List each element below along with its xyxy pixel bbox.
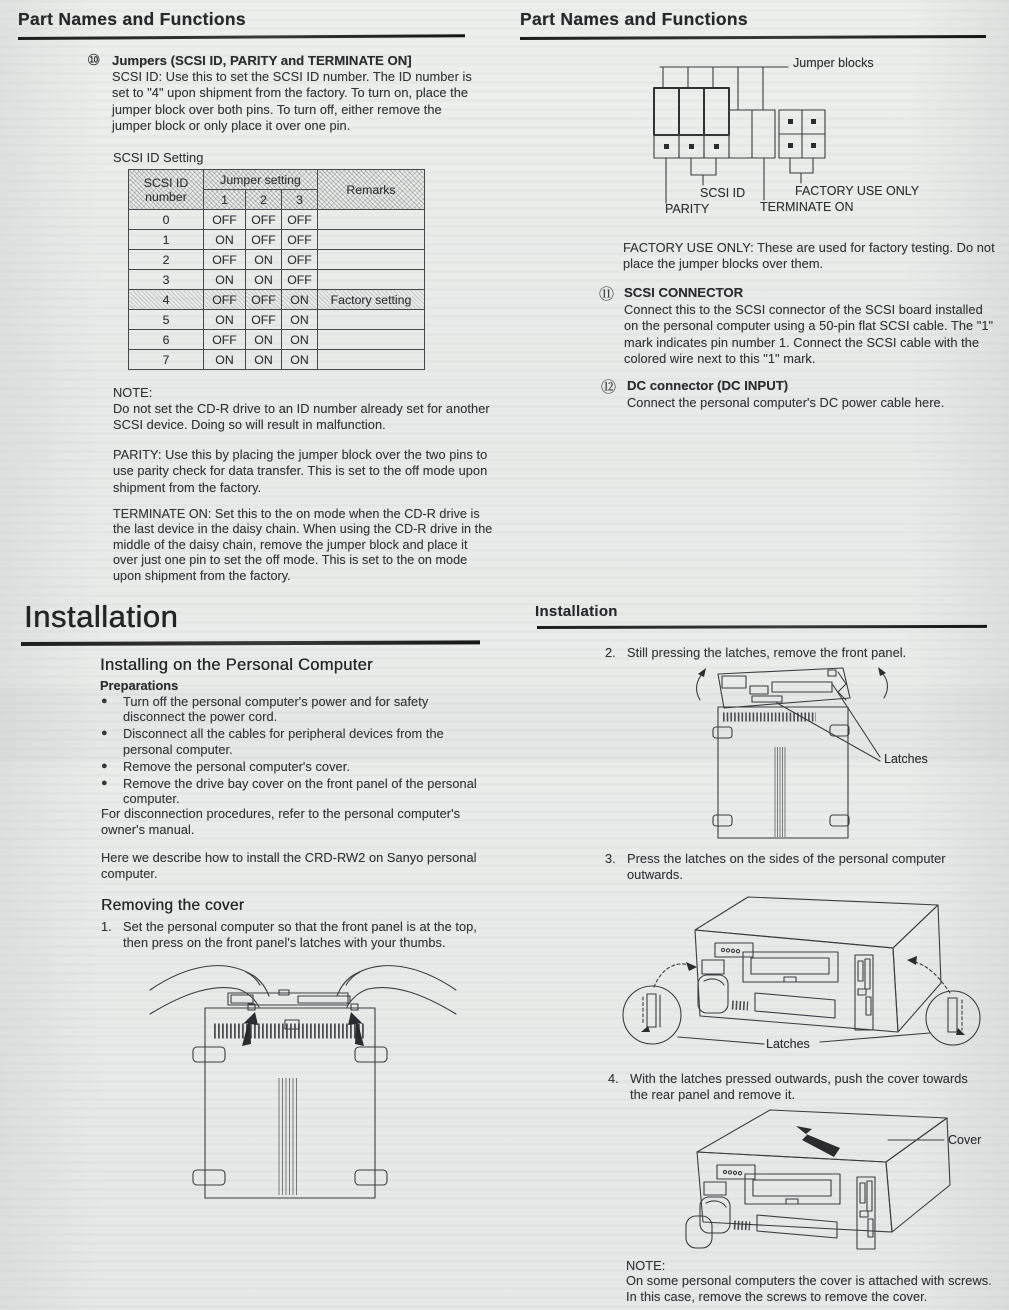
step-4-number: 4.	[608, 1071, 619, 1086]
table-row: 3 ON ON OFF	[129, 270, 425, 290]
disconnect-paragraph: For disconnection procedures, refer to the personal computer's owner's manual.	[101, 806, 461, 838]
computer-side	[886, 1118, 950, 1232]
right-note-body: On some personal computers the cover is attached with screws. In this case, remove the screws to remove the cover.	[626, 1273, 992, 1305]
item-11-number: ⑪	[599, 286, 615, 303]
factory-use-note: FACTORY USE ONLY: These are used for factory testing. Do not place the jumper blocks over them.	[623, 240, 995, 272]
left-heading-rule	[18, 34, 465, 40]
list-item: ● Disconnect all the cables for peripheral devices from the personal computer.	[101, 726, 444, 757]
bullet-icon: ●	[101, 777, 108, 790]
right-heading-rule	[520, 35, 986, 40]
table-row: 0 OFF OFF OFF	[129, 210, 425, 230]
installing-subheading: Installing on the Personal Computer	[100, 656, 373, 674]
step-3-text: Press the latches on the sides of the personal computer outwards.	[627, 851, 946, 882]
table-row: 6 OFF ON ON	[129, 330, 425, 350]
item-11-title: SCSI CONNECTOR	[624, 285, 744, 300]
jumper-blocks-label: Jumper blocks	[793, 56, 874, 70]
table-header-row	[129, 170, 425, 190]
list-item: ● Remove the personal computer's cover.	[101, 758, 350, 774]
item-10-title: Jumpers (SCSI ID, PARITY and TERMINATE ON]	[112, 53, 412, 68]
step-3	[605, 851, 965, 882]
step-2	[605, 645, 985, 661]
list-item: ● Turn off the personal computer's power and for safety disconnect the power cord.	[101, 694, 429, 725]
latch-callout-right	[926, 991, 980, 1045]
describe-paragraph: Here we describe how to install the CRD-RW2 on Sanyo personal computer.	[101, 850, 477, 882]
left-section-heading: Part Names and Functions	[18, 9, 246, 29]
removing-cover-heading: Removing the cover	[101, 897, 245, 914]
item-10-body: SCSI ID: Use this to set the SCSI ID number. The ID number is set to "4" upon shipment from the factory. To turn on, place the jumper block over both pins. To turn off, either remove the jumper block or only place it over one pin.	[112, 69, 472, 133]
terminate-on-label: TERMINATE ON	[760, 200, 854, 214]
latch-leader-right	[820, 1033, 930, 1042]
col-header-j3: 3	[282, 190, 318, 210]
table-row: 1 ON OFF OFF	[129, 230, 425, 250]
front-latch-button	[700, 1197, 730, 1233]
push-direction-arrow	[796, 1126, 840, 1157]
col-header-id: SCSI ID number	[129, 170, 204, 210]
table-row: 5 ON OFF ON	[129, 310, 425, 330]
installation-heading-left: Installation	[24, 599, 179, 634]
parity-label: PARITY	[665, 202, 710, 216]
vent-lines	[775, 747, 785, 837]
step-1-text: Set the personal computer so that the front panel is at the top, then press on the front panel's latches with your thumbs.	[123, 919, 477, 950]
item-10-number: ⑩	[87, 52, 101, 69]
installation-heading-right: Installation	[535, 603, 618, 620]
table-row: 7 ON ON ON	[129, 350, 425, 370]
col-header-j2: 2	[246, 190, 282, 210]
item-11-body: Connect this to the SCSI connector of the SCSI board installed on the personal computer using a 50-pin flat SCSI cable. The "1" mark indicates pin number 1. Connect the SCSI cable with the colored wire next to this "1" mark.	[624, 302, 994, 366]
step-1-number: 1.	[101, 919, 112, 934]
right-note-label: NOTE:	[626, 1258, 666, 1273]
latch-leader-left	[678, 1037, 764, 1044]
right-section-heading: Part Names and Functions	[520, 9, 748, 29]
step-1-diagram	[148, 950, 458, 1245]
cover-label: Cover	[948, 1133, 982, 1147]
vent-grill	[734, 1225, 750, 1226]
vent-grill	[732, 1005, 748, 1006]
step-1	[101, 919, 493, 950]
col-header-remarks: Remarks	[318, 170, 425, 210]
table-row: 2 OFF ON OFF	[129, 250, 425, 270]
preparations-list	[101, 694, 487, 808]
item-12-title: DC connector (DC INPUT)	[627, 378, 789, 393]
step-2-diagram	[688, 660, 898, 850]
latches-label-step2: Latches	[884, 752, 928, 766]
latch-callout-left	[623, 986, 681, 1044]
item-12-body: Connect the personal computer's DC power cable here.	[627, 395, 945, 410]
scsi-id-label: SCSI ID	[700, 186, 746, 200]
computer-side	[893, 905, 941, 1032]
callout-link-right	[910, 961, 950, 993]
step-2-text: Still pressing the latches, remove the front panel.	[627, 645, 907, 660]
latches-label-step3: Latches	[766, 1037, 810, 1051]
factory-use-only-label: FACTORY USE ONLY	[795, 184, 920, 198]
installation-rule-right	[537, 625, 987, 629]
vent-lines	[279, 1078, 297, 1195]
col-header-jumper-group: Jumper setting	[204, 170, 318, 190]
parity-paragraph: PARITY: Use this by placing the jumper block over the two pins to use parity check for data transfer. This is set to the off mode upon shipment from the factory.	[113, 447, 488, 495]
step-3-number: 3.	[605, 851, 616, 866]
col-header-j1: 1	[204, 190, 246, 210]
scsi-table-caption: SCSI ID Setting	[113, 150, 204, 165]
table-row-factory-setting: 4 OFF OFF ON Factory setting	[129, 290, 425, 310]
scsi-id-table	[128, 169, 425, 370]
note-label: NOTE:	[113, 385, 153, 400]
bullet-icon: ●	[101, 695, 108, 707]
step-4-text: With the latches pressed outwards, push the cover towards the rear panel and remove it.	[630, 1071, 968, 1102]
item-12-number: ⑫	[601, 379, 617, 396]
installation-rule-left	[21, 640, 480, 646]
preparations-label: Preparations	[100, 678, 179, 693]
latch-leader-1	[777, 703, 880, 761]
bullet-icon: ●	[101, 727, 108, 740]
step-4-diagram	[610, 1098, 995, 1263]
latch-leader-2	[833, 685, 880, 757]
terminate-paragraph: TERMINATE ON: Set this to the on mode when the CD-R drive is the last device in the daisy chain. When using the CD-R drive in the middle of the daisy chain, remove the jumper block and place it over just one pin to set the off mode. This is set to the on mode upon shipment from the factory.	[113, 507, 493, 583]
list-item: ● Remove the drive bay cover on the front panel of the personal computer.	[101, 776, 477, 807]
front-latch-button	[698, 975, 728, 1013]
step-2-number: 2.	[605, 645, 616, 660]
note-body: Do not set the CD-R drive to an ID number already set for another SCSI device. Doing so will result in malfunction.	[113, 401, 490, 433]
bullet-icon: ●	[101, 759, 108, 772]
